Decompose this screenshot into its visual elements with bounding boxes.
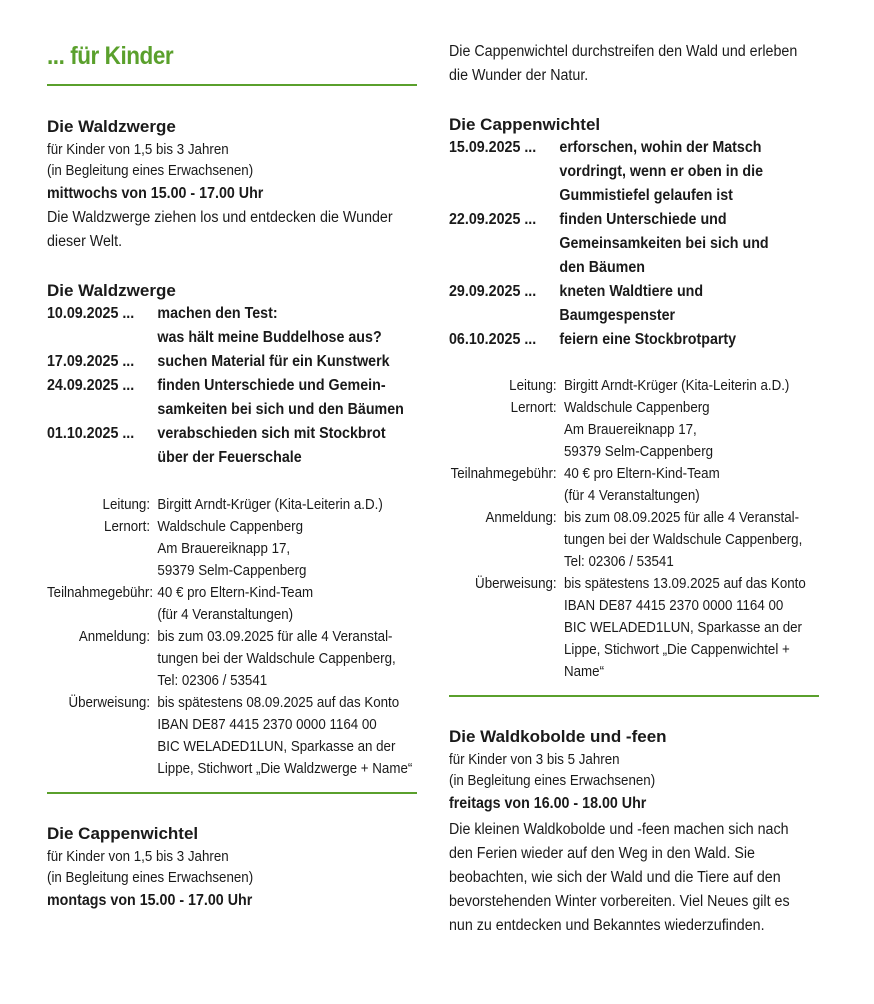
activity-line: was hält meine Buddelhose aus?: [157, 329, 382, 346]
waldkobolde-time: freitags von 16.00 - 18.00 Uhr: [449, 795, 647, 812]
date-activity: [157, 374, 403, 422]
info-value: 59379 Selm-Cappenberg: [564, 444, 714, 460]
description-line: Die kleinen Waldkobolde und -feen machen sich nach: [449, 821, 789, 838]
description-line: nun zu entdecken und Bekanntes wiederzufinden.: [449, 917, 765, 934]
info-value: Am Brauereiknapp 17,: [564, 422, 697, 438]
info-value: (für 4 Veranstaltungen): [564, 488, 700, 504]
waldzwerge-heading: Die Waldzwerge: [47, 117, 176, 136]
info-row: [449, 573, 806, 683]
info-value: 59379 Selm-Cappenberg: [157, 563, 307, 579]
activity-line: erforschen, wohin der Matsch: [559, 139, 762, 156]
info-label: Überweisung:: [475, 576, 557, 592]
description-line: den Ferien wieder auf den Weg in den Wald. Sie: [449, 845, 755, 862]
waldkobolde-description: [449, 818, 790, 938]
date-row: [47, 374, 404, 422]
info-value: Tel: 02306 / 53541: [564, 554, 674, 570]
info-row: [47, 582, 412, 626]
date: 24.09.2025 ...: [47, 377, 135, 394]
info-value: bis spätestens 13.09.2025 auf das Konto: [564, 576, 806, 592]
info-row: [47, 626, 412, 692]
info-label: Leitung:: [102, 497, 151, 513]
activity-line: vordringt, wenn er oben in die: [559, 163, 764, 180]
info-label: Lernort:: [510, 400, 557, 416]
date-activity: [157, 302, 381, 350]
waldkobolde-heading: Die Waldkobolde und -feen: [449, 727, 667, 746]
info-row: [449, 507, 806, 573]
date: 06.10.2025 ...: [449, 331, 537, 348]
description-line: bevorstehenden Winter vorbereiten. Viel Neues gilt es: [449, 893, 790, 910]
info-row: [47, 516, 412, 582]
divider: [47, 792, 417, 794]
description-line: Die Cappenwichtel durchstreifen den Wald und erleben: [449, 43, 798, 60]
activity-line: Gummistiefel gelaufen ist: [559, 187, 733, 204]
info-value: Lippe, Stichwort „Die Waldzwerge + Name“: [157, 761, 413, 777]
waldzwerge-time: mittwochs von 15.00 - 17.00 Uhr: [47, 185, 264, 202]
activity-line: Baumgespenster: [559, 307, 676, 324]
info-value: Lippe, Stichwort „Die Cappenwichtel +: [564, 642, 790, 658]
info-value: Tel: 02306 / 53541: [157, 673, 268, 689]
info-value: Waldschule Cappenberg: [157, 519, 304, 535]
info-value: Name“: [564, 664, 605, 680]
info-value: Waldschule Cappenberg: [564, 400, 710, 416]
date-row: [449, 328, 769, 352]
activity-line: kneten Waldtiere und: [559, 283, 704, 300]
info-row: [47, 692, 412, 780]
waldzwerge-description: [47, 206, 393, 254]
info-row: [449, 375, 806, 397]
date-activity: [559, 328, 736, 352]
date-row: [449, 280, 769, 328]
description-line: beobachten, wie sich der Wald und die Tiere auf den: [449, 869, 781, 886]
activity-line: suchen Material für ein Kunstwerk: [157, 353, 390, 370]
date: 17.09.2025 ...: [47, 353, 135, 370]
activity-line: den Bäumen: [559, 259, 645, 276]
info-row: [449, 397, 806, 463]
info-label: Leitung:: [509, 378, 557, 394]
cappenwichtel-info: [449, 375, 806, 683]
info-value: IBAN DE87 4415 2370 0000 1164 00: [157, 717, 377, 733]
info-value: (für 4 Veranstaltungen): [157, 607, 294, 623]
info-label: Anmeldung:: [78, 629, 151, 645]
cappenwichtel-dates: [449, 136, 769, 352]
info-label: Teilnahmegebühr:: [450, 466, 557, 482]
divider: [47, 84, 417, 86]
activity-line: finden Unterschiede und Gemein-: [157, 377, 386, 394]
description-line: die Wunder der Natur.: [449, 67, 589, 84]
activity-line: Gemeinsamkeiten bei sich und: [559, 235, 769, 252]
waldkobolde-age: für Kinder von 3 bis 5 Jahren: [449, 752, 620, 768]
waldzwerge-info: [47, 494, 412, 780]
activity-line: finden Unterschiede und: [559, 211, 727, 228]
waldzwerge-age: für Kinder von 1,5 bis 3 Jahren: [47, 142, 229, 158]
waldzwerge-dates-heading: Die Waldzwerge: [47, 281, 176, 300]
date-row: [47, 422, 404, 470]
info-row: [449, 463, 806, 507]
cappenwichtel-age: für Kinder von 1,5 bis 3 Jahren: [47, 849, 229, 865]
date: 10.09.2025 ...: [47, 305, 135, 322]
date-activity: [559, 136, 763, 208]
date-activity: [157, 350, 389, 374]
info-label: Anmeldung:: [485, 510, 557, 526]
date-row: [47, 350, 404, 374]
info-value: 40 € pro Eltern-Kind-Team: [157, 585, 314, 601]
info-label: Lernort:: [104, 519, 151, 535]
cappenwichtel-heading: Die Cappenwichtel: [47, 824, 199, 843]
date-row: [449, 208, 769, 280]
page-title: ... für Kinder: [47, 42, 174, 70]
info-value: BIC WELADED1LUN, Sparkasse an der: [157, 739, 396, 755]
activity-line: samkeiten bei sich und den Bäumen: [157, 401, 404, 418]
date-row: [47, 302, 404, 350]
date: 01.10.2025 ...: [47, 425, 135, 442]
activity-line: machen den Test:: [157, 305, 278, 322]
activity-line: feiern eine Stockbrotparty: [559, 331, 737, 348]
info-label: Teilnahmegebühr:: [47, 585, 154, 601]
description-line: dieser Welt.: [47, 233, 123, 250]
info-value: Birgitt Arndt-Krüger (Kita-Leiterin a.D.): [564, 378, 790, 394]
cappenwichtel-dates-heading: Die Cappenwichtel: [449, 115, 601, 134]
date-activity: [157, 422, 385, 470]
info-value: bis spätestens 08.09.2025 auf das Konto: [157, 695, 400, 711]
date: 29.09.2025 ...: [449, 283, 537, 300]
activity-line: verabschieden sich mit Stockbrot: [157, 425, 386, 442]
info-value: BIC WELADED1LUN, Sparkasse an der: [564, 620, 802, 636]
info-value: tungen bei der Waldschule Cappenberg,: [564, 532, 803, 548]
date-activity: [559, 208, 768, 280]
info-value: 40 € pro Eltern-Kind-Team: [564, 466, 720, 482]
waldzwerge-accompaniment: (in Begleitung eines Erwachsenen): [47, 163, 254, 179]
info-label: Überweisung:: [68, 695, 151, 711]
date: 15.09.2025 ...: [449, 139, 537, 156]
info-value: Birgitt Arndt-Krüger (Kita-Leiterin a.D.): [157, 497, 383, 513]
cappenwichtel-description: [449, 40, 797, 88]
info-value: bis zum 03.09.2025 für alle 4 Veranstal-: [157, 629, 393, 645]
info-value: IBAN DE87 4415 2370 0000 1164 00: [564, 598, 784, 614]
cappenwichtel-time: montags von 15.00 - 17.00 Uhr: [47, 892, 253, 909]
info-value: Am Brauereiknapp 17,: [157, 541, 291, 557]
divider: [449, 695, 819, 697]
waldkobolde-accompaniment: (in Begleitung eines Erwachsenen): [449, 773, 656, 789]
description-line: Die Waldzwerge ziehen los und entdecken die Wunder: [47, 209, 393, 226]
info-value: tungen bei der Waldschule Cappenberg,: [157, 651, 396, 667]
waldzwerge-dates: [47, 302, 404, 470]
cappenwichtel-accompaniment: (in Begleitung eines Erwachsenen): [47, 870, 254, 886]
date: 22.09.2025 ...: [449, 211, 537, 228]
info-row: [47, 494, 412, 516]
date-row: [449, 136, 769, 208]
activity-line: über der Feuerschale: [157, 449, 302, 466]
date-activity: [559, 280, 703, 328]
info-value: bis zum 08.09.2025 für alle 4 Veranstal-: [564, 510, 800, 526]
